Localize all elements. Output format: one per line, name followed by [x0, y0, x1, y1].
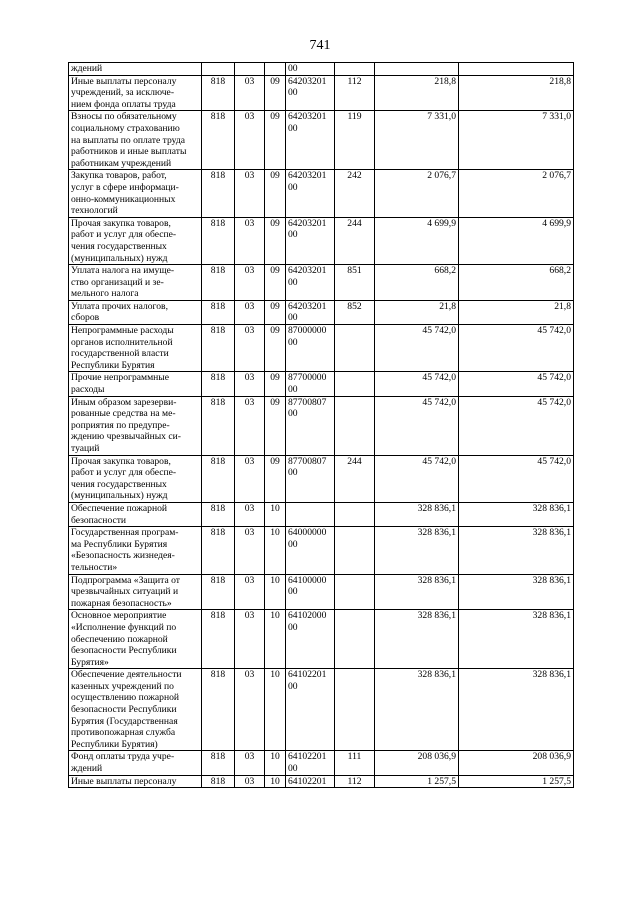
budget-table [68, 62, 574, 788]
section-code-cell: 03 [235, 669, 265, 751]
subsection-code-cell: 09 [265, 217, 286, 264]
amount-cell: 218,8 [375, 75, 459, 111]
expense-type-cell [335, 396, 375, 455]
item-name-cell: Иным образом зарезерви- рованные средства на ме- роприятия по предупре- ждению чрезвычайных си- туаций [69, 396, 202, 455]
table-row [69, 527, 574, 574]
expense-type-cell: 111 [335, 751, 375, 775]
amount-cell: 1 257,5 [375, 775, 459, 788]
amount-total-cell: 328 836,1 [459, 669, 574, 751]
table-row [69, 170, 574, 217]
section-code-cell: 03 [235, 751, 265, 775]
section-code-cell: 03 [235, 170, 265, 217]
ved-code-cell: 818 [202, 669, 235, 751]
expense-type-cell: 244 [335, 455, 375, 502]
expense-type-cell: 244 [335, 217, 375, 264]
amount-total-cell: 218,8 [459, 75, 574, 111]
table-row [69, 111, 574, 170]
item-name-cell: Закупка товаров, работ, услуг в сфере информаци- онно-коммуникационных технологий [69, 170, 202, 217]
expense-type-cell [335, 669, 375, 751]
ved-code-cell: 818 [202, 265, 235, 301]
table-row [69, 574, 574, 610]
item-name-cell: Обеспечение деятельности казенных учреждений по осуществлению пожарной безопасности Республики Бурятия (Государственная противопожарная служба Республики Бурятия) [69, 669, 202, 751]
item-name-cell: Прочая закупка товаров, работ и услуг для обеспе- чения государственных (муниципальных) нужд [69, 455, 202, 502]
item-name-cell: Прочая закупка товаров, работ и услуг для обеспе- чения государственных (муниципальных) нужд [69, 217, 202, 264]
section-code-cell: 03 [235, 502, 265, 526]
amount-total-cell: 328 836,1 [459, 574, 574, 610]
amount-cell: 2 076,7 [375, 170, 459, 217]
expense-type-cell: 242 [335, 170, 375, 217]
amount-total-cell: 45 742,0 [459, 325, 574, 372]
target-code-cell: 64102000 00 [286, 610, 335, 669]
subsection-code-cell: 10 [265, 610, 286, 669]
target-code-cell: 64203201 00 [286, 75, 335, 111]
item-name-cell: Уплата прочих налогов, сборов [69, 300, 202, 324]
expense-type-cell [335, 63, 375, 76]
table-row [69, 265, 574, 301]
expense-type-cell [335, 502, 375, 526]
amount-cell: 328 836,1 [375, 527, 459, 574]
expense-type-cell [335, 325, 375, 372]
table-row [69, 669, 574, 751]
section-code-cell: 03 [235, 217, 265, 264]
subsection-code-cell [265, 63, 286, 76]
amount-total-cell: 45 742,0 [459, 455, 574, 502]
item-name-cell: Обеспечение пожарной безопасности [69, 502, 202, 526]
target-code-cell: 64203201 00 [286, 265, 335, 301]
section-code-cell: 03 [235, 265, 265, 301]
expense-type-cell: 852 [335, 300, 375, 324]
subsection-code-cell: 10 [265, 669, 286, 751]
section-code-cell: 03 [235, 527, 265, 574]
section-code-cell: 03 [235, 455, 265, 502]
subsection-code-cell: 09 [265, 372, 286, 396]
item-name-cell: Взносы по обязательному социальному страхованию на выплаты по оплате труда работников и иные выплаты работникам учреждений [69, 111, 202, 170]
amount-cell: 45 742,0 [375, 396, 459, 455]
ved-code-cell: 818 [202, 502, 235, 526]
amount-total-cell: 45 742,0 [459, 396, 574, 455]
amount-total-cell [459, 63, 574, 76]
ved-code-cell: 818 [202, 574, 235, 610]
subsection-code-cell: 10 [265, 574, 286, 610]
item-name-cell: ждений [69, 63, 202, 76]
amount-total-cell: 21,8 [459, 300, 574, 324]
amount-cell: 21,8 [375, 300, 459, 324]
target-code-cell: 87700000 00 [286, 372, 335, 396]
ved-code-cell: 818 [202, 170, 235, 217]
table-row [69, 610, 574, 669]
table-row [69, 217, 574, 264]
item-name-cell: Государственная програм- ма Республики Бурятия «Безопасность жизнедея- тельности» [69, 527, 202, 574]
ved-code-cell: 818 [202, 455, 235, 502]
ved-code-cell: 818 [202, 372, 235, 396]
subsection-code-cell: 09 [265, 75, 286, 111]
target-code-cell: 64203201 00 [286, 217, 335, 264]
subsection-code-cell: 09 [265, 455, 286, 502]
subsection-code-cell: 09 [265, 265, 286, 301]
amount-total-cell: 2 076,7 [459, 170, 574, 217]
target-code-cell: 64203201 00 [286, 170, 335, 217]
table-row [69, 372, 574, 396]
expense-type-cell: 112 [335, 75, 375, 111]
amount-cell: 328 836,1 [375, 610, 459, 669]
ved-code-cell: 818 [202, 751, 235, 775]
amount-total-cell: 328 836,1 [459, 527, 574, 574]
item-name-cell: Прочие непрограммные расходы [69, 372, 202, 396]
subsection-code-cell: 09 [265, 111, 286, 170]
table-row [69, 325, 574, 372]
section-code-cell: 03 [235, 396, 265, 455]
section-code-cell: 03 [235, 610, 265, 669]
amount-total-cell: 4 699,9 [459, 217, 574, 264]
ved-code-cell: 818 [202, 217, 235, 264]
ved-code-cell: 818 [202, 75, 235, 111]
amount-total-cell: 328 836,1 [459, 610, 574, 669]
subsection-code-cell: 10 [265, 751, 286, 775]
target-code-cell: 64102201 [286, 775, 335, 788]
item-name-cell: Непрограммные расходы органов исполнительной государственной власти Республики Бурятия [69, 325, 202, 372]
amount-cell: 328 836,1 [375, 669, 459, 751]
expense-type-cell: 112 [335, 775, 375, 788]
item-name-cell: Уплата налога на имуще- ство организаций и зе- мельного налога [69, 265, 202, 301]
subsection-code-cell: 09 [265, 300, 286, 324]
subsection-code-cell: 10 [265, 527, 286, 574]
ved-code-cell: 818 [202, 610, 235, 669]
table-row [69, 75, 574, 111]
section-code-cell: 03 [235, 372, 265, 396]
table-row [69, 751, 574, 775]
table-row [69, 455, 574, 502]
amount-cell: 45 742,0 [375, 372, 459, 396]
ved-code-cell: 818 [202, 396, 235, 455]
table-row [69, 396, 574, 455]
table-row [69, 775, 574, 788]
amount-cell: 7 331,0 [375, 111, 459, 170]
target-code-cell: 64102201 00 [286, 669, 335, 751]
section-code-cell: 03 [235, 75, 265, 111]
subsection-code-cell: 09 [265, 396, 286, 455]
table-row [69, 63, 574, 76]
ved-code-cell: 818 [202, 111, 235, 170]
expense-type-cell: 851 [335, 265, 375, 301]
amount-cell: 4 699,9 [375, 217, 459, 264]
target-code-cell: 87000000 00 [286, 325, 335, 372]
target-code-cell: 64203201 00 [286, 111, 335, 170]
ved-code-cell: 818 [202, 527, 235, 574]
subsection-code-cell: 10 [265, 775, 286, 788]
amount-total-cell: 7 331,0 [459, 111, 574, 170]
target-code-cell: 64100000 00 [286, 574, 335, 610]
amount-cell: 45 742,0 [375, 455, 459, 502]
amount-cell: 208 036,9 [375, 751, 459, 775]
item-name-cell: Фонд оплаты труда учре- ждений [69, 751, 202, 775]
target-code-cell: 87700807 00 [286, 396, 335, 455]
ved-code-cell [202, 63, 235, 76]
ved-code-cell: 818 [202, 300, 235, 324]
target-code-cell: 87700807 00 [286, 455, 335, 502]
target-code-cell: 64000000 00 [286, 527, 335, 574]
page-number: 741 [309, 38, 331, 53]
ved-code-cell: 818 [202, 775, 235, 788]
amount-total-cell: 208 036,9 [459, 751, 574, 775]
subsection-code-cell: 10 [265, 502, 286, 526]
item-name-cell: Основное мероприятие «Исполнение функций по обеспечению пожарной безопасности Республики Бурятия» [69, 610, 202, 669]
target-code-cell [286, 502, 335, 526]
section-code-cell: 03 [235, 574, 265, 610]
table-row [69, 300, 574, 324]
amount-total-cell: 45 742,0 [459, 372, 574, 396]
amount-cell: 668,2 [375, 265, 459, 301]
section-code-cell: 03 [235, 111, 265, 170]
expense-type-cell [335, 610, 375, 669]
table-body [69, 63, 574, 788]
target-code-cell: 64203201 00 [286, 300, 335, 324]
amount-total-cell: 668,2 [459, 265, 574, 301]
section-code-cell: 03 [235, 300, 265, 324]
amount-total-cell: 1 257,5 [459, 775, 574, 788]
expense-type-cell [335, 527, 375, 574]
ved-code-cell: 818 [202, 325, 235, 372]
expense-type-cell [335, 372, 375, 396]
item-name-cell: Иные выплаты персоналу учреждений, за исключе- нием фонда оплаты труда [69, 75, 202, 111]
expense-type-cell [335, 574, 375, 610]
target-code-cell: 00 [286, 63, 335, 76]
target-code-cell: 64102201 00 [286, 751, 335, 775]
item-name-cell: Подпрограмма «Защита от чрезвычайных ситуаций и пожарная безопасность» [69, 574, 202, 610]
section-code-cell: 03 [235, 325, 265, 372]
amount-cell: 328 836,1 [375, 574, 459, 610]
section-code-cell: 03 [235, 775, 265, 788]
amount-cell: 328 836,1 [375, 502, 459, 526]
amount-cell [375, 63, 459, 76]
expense-type-cell: 119 [335, 111, 375, 170]
section-code-cell [235, 63, 265, 76]
table-row [69, 502, 574, 526]
subsection-code-cell: 09 [265, 170, 286, 217]
amount-cell: 45 742,0 [375, 325, 459, 372]
amount-total-cell: 328 836,1 [459, 502, 574, 526]
subsection-code-cell: 09 [265, 325, 286, 372]
item-name-cell: Иные выплаты персоналу [69, 775, 202, 788]
